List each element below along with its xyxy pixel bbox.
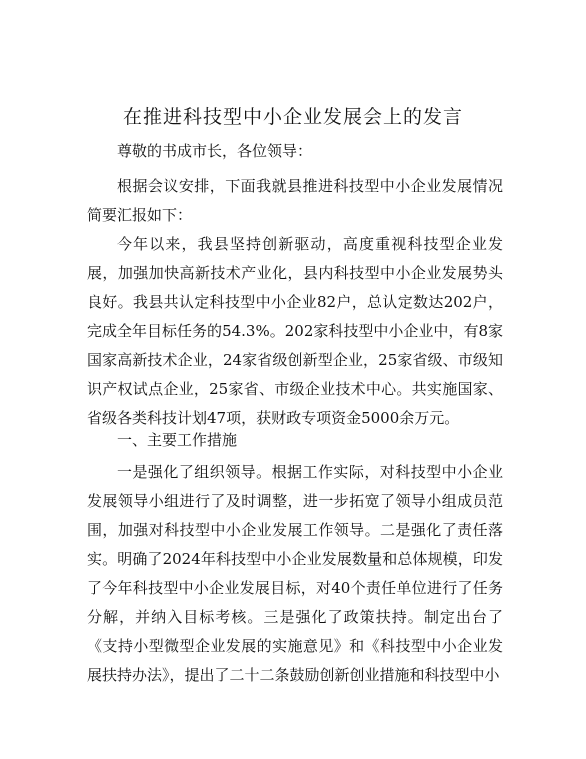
intro-paragraph-container <box>87 172 503 230</box>
section-heading: 一、主要工作措施 <box>117 431 238 449</box>
salutation: 尊敬的书成市长，各位领导： <box>117 142 313 160</box>
measures-paragraph: 一是强化了组织领导。根据工作实际，对科技型中小企业发展领导小组进行了及时调整，进一步拓宽了领导小组成员范围，加强对科技型中小企业发展工作领导。二是强化了责任落实。明确了2024年科技型中小企业发展数量和总体规模，印发了今年科技型中小企业发展目标，对40个责任单位进行了任务分解，并纳入目标考核。三是强化了政策扶持。制定出台了《支持小型微型企业发展的实施意见》和《科技型中小企业发展扶持办法》，提出了二十二条鼓励创新创业措施和科技型中小 <box>87 463 503 684</box>
measures-paragraph-container <box>87 458 503 690</box>
summary-paragraph-container <box>87 230 503 433</box>
document-title: 在推进科技型中小企业发展会上的发言 <box>122 106 463 128</box>
intro-paragraph: 根据会议安排，下面我就县推进科技型中小企业发展情况简要汇报如下： <box>87 177 503 224</box>
summary-paragraph: 今年以来，我县坚持创新驱动，高度重视科技型企业发展，加强加快高新技术产业化，县内科技型中小企业发展势头良好。我县共认定科技型中小企业82户，总认定数达202户，完成全年目标任务的54.3%。202家科技型中小企业中，有8家国家高新技术企业，24家省级创新型企业，25家省级、市级知识产权试点企业，25家省、市级企业技术中心。共实施国家、省级各类科技计划47项，获财政专项资金5000余万元。 <box>87 235 503 427</box>
